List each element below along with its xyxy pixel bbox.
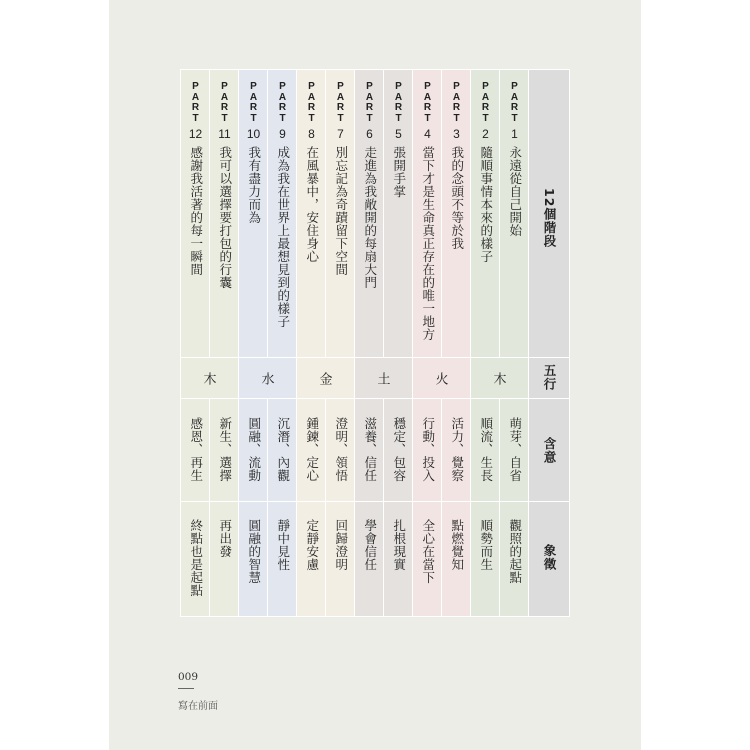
part-symbol-cell (413, 502, 442, 616)
part-title: 我可以選擇要打包的行囊 (217, 146, 233, 289)
part-symbol: 靜中見性 (275, 519, 291, 571)
part-symbol: 回歸澄明 (333, 519, 349, 571)
part-title-cell (297, 70, 326, 357)
grid-line-vertical (354, 70, 355, 616)
header-stages: 12個階段 (542, 188, 557, 248)
grid-line-horizontal (181, 398, 569, 399)
part-label (453, 82, 460, 140)
part-title: 感謝我活著的每一瞬間 (188, 146, 204, 276)
part-meaning-cell (384, 399, 413, 501)
part-number: 11 (218, 127, 231, 141)
part-symbol: 順勢而生 (478, 519, 494, 571)
part-number: 12 (188, 127, 203, 141)
part-symbol-cell (500, 502, 529, 616)
part-symbol-cell (239, 502, 268, 616)
grid-line-vertical (441, 399, 442, 616)
part-meaning-cell (413, 399, 442, 501)
part-word: P A R T (336, 81, 345, 124)
part-title: 我有盡力而為 (246, 146, 262, 224)
part-meaning: 活力、覺察 (449, 417, 465, 482)
page-number: 009 (178, 671, 199, 683)
part-meaning: 萌芽、自省 (507, 417, 523, 482)
grid-line-vertical (325, 399, 326, 616)
part-symbol: 學會信任 (362, 519, 378, 571)
part-title-cell (210, 70, 239, 357)
part-meaning-cell (326, 399, 355, 501)
header-symbols-cell (529, 502, 569, 616)
part-number: 10 (246, 127, 261, 141)
part-word: P A R T (365, 81, 374, 124)
part-word: P A R T (307, 81, 316, 124)
part-meaning: 沉潛、內觀 (275, 417, 291, 482)
part-title-cell (268, 70, 297, 357)
part-meaning-cell (500, 399, 529, 501)
part-meaning: 行動、投入 (420, 417, 436, 482)
part-meaning-cell (268, 399, 297, 501)
part-meaning-cell (471, 399, 500, 501)
part-symbol: 終點也是起點 (188, 519, 204, 597)
part-symbol: 定靜安慮 (304, 519, 320, 571)
part-number: 8 (308, 127, 315, 141)
part-number: 9 (279, 127, 286, 141)
part-meaning-cell (181, 399, 210, 501)
part-title: 張開手掌 (391, 146, 407, 198)
footer-rule (178, 688, 194, 689)
part-word: P A R T (394, 81, 403, 124)
part-symbol-cell (181, 502, 210, 616)
part-word: P A R T (481, 81, 490, 124)
element-name: 金 (319, 372, 333, 388)
grid-line-vertical (441, 70, 442, 357)
part-title: 當下才是生命真正存在的唯一地方 (420, 146, 436, 341)
part-symbol-cell (326, 502, 355, 616)
part-label (482, 82, 489, 140)
part-label (189, 82, 202, 140)
part-symbol: 圓融的智慧 (246, 519, 262, 584)
part-label (366, 82, 373, 140)
grid-line-vertical (470, 70, 471, 616)
part-column (500, 70, 529, 616)
part-title-cell (326, 70, 355, 357)
grid-line-vertical (209, 70, 210, 357)
part-meaning-cell (210, 399, 239, 501)
part-label (511, 82, 518, 140)
element-cell (471, 358, 529, 398)
part-column (181, 70, 210, 616)
part-meaning: 鍾鍊、定心 (304, 417, 320, 482)
part-symbol-cell (384, 502, 413, 616)
element-cell (413, 358, 471, 398)
stages-table (180, 69, 570, 617)
part-symbol: 扎根現實 (391, 519, 407, 571)
part-symbol: 全心在當下 (420, 519, 436, 584)
part-column (355, 70, 384, 616)
element-name: 土 (377, 372, 391, 388)
part-meaning: 感恩、再生 (188, 417, 204, 482)
part-symbol-cell (442, 502, 471, 616)
part-title-cell (384, 70, 413, 357)
element-name: 水 (261, 372, 275, 388)
part-label (337, 82, 344, 140)
part-column (384, 70, 413, 616)
part-title-cell (500, 70, 529, 357)
header-symbols: 象徵 (542, 544, 557, 571)
element-cell (355, 358, 413, 398)
grid-line-horizontal (181, 357, 569, 358)
part-meaning-cell (355, 399, 384, 501)
part-column (413, 70, 442, 616)
part-meaning: 圓融、流動 (246, 417, 262, 482)
part-symbol: 點燃覺知 (449, 519, 465, 571)
part-word: P A R T (423, 81, 432, 124)
header-elements: 五行 (542, 364, 557, 391)
part-title: 我的念頭不等於我 (449, 146, 465, 250)
part-label (395, 82, 402, 140)
grid-line-horizontal (181, 501, 569, 502)
part-number: 2 (482, 127, 489, 141)
part-number: 4 (424, 127, 431, 141)
header-meanings: 含意 (542, 437, 557, 464)
part-title: 在風暴中，安住身心 (304, 146, 320, 263)
part-title-cell (471, 70, 500, 357)
part-title: 別忘記為奇蹟留下空間 (333, 146, 349, 276)
part-symbol-cell (297, 502, 326, 616)
part-meaning-cell (297, 399, 326, 501)
header-column (529, 70, 569, 616)
part-title: 走進為我敞開的每扇大門 (362, 146, 378, 289)
grid-line-vertical (267, 70, 268, 357)
part-number: 6 (366, 127, 373, 141)
element-name: 木 (203, 372, 217, 388)
part-label (218, 82, 230, 140)
part-meaning: 穩定、包容 (391, 417, 407, 482)
header-stages-cell (529, 70, 569, 357)
header-elements-cell (529, 358, 569, 398)
part-number: 7 (337, 127, 344, 141)
grid-line-vertical (383, 70, 384, 357)
part-label (279, 82, 286, 140)
part-column (326, 70, 355, 616)
part-title-cell (355, 70, 384, 357)
grid-line-vertical (267, 399, 268, 616)
part-meaning-cell (442, 399, 471, 501)
header-meanings-cell (529, 399, 569, 501)
grid-line-vertical (383, 399, 384, 616)
part-column (239, 70, 268, 616)
part-symbol-cell (355, 502, 384, 616)
part-word: P A R T (220, 81, 229, 124)
element-cell (297, 358, 355, 398)
section-title: 寫在前面 (178, 701, 218, 712)
part-symbol-cell (210, 502, 239, 616)
element-name: 火 (435, 372, 449, 388)
part-title: 隨順事情本來的樣子 (478, 146, 494, 263)
part-title: 成為我在世界上最想見到的樣子 (275, 146, 291, 328)
part-word: P A R T (452, 81, 461, 124)
grid-line-vertical (499, 70, 500, 357)
grid-line-vertical (499, 399, 500, 616)
part-word: P A R T (278, 81, 287, 124)
grid-line-vertical (412, 70, 413, 616)
part-title-cell (239, 70, 268, 357)
part-meaning: 新生、選擇 (217, 417, 233, 482)
grid-line-vertical (528, 70, 529, 616)
part-number: 1 (511, 127, 518, 141)
element-cell (181, 358, 239, 398)
part-meaning: 澄明、領悟 (333, 417, 349, 482)
part-column (471, 70, 500, 616)
part-meaning-cell (239, 399, 268, 501)
part-column (442, 70, 471, 616)
part-symbol-cell (268, 502, 297, 616)
grid-line-vertical (325, 70, 326, 357)
part-meaning: 滋養、信任 (362, 417, 378, 482)
part-title-cell (413, 70, 442, 357)
part-symbol-cell (471, 502, 500, 616)
part-word: P A R T (510, 81, 519, 124)
part-symbol: 觀照的起點 (507, 519, 523, 584)
grid-line-vertical (296, 70, 297, 616)
grid-line-vertical (209, 399, 210, 616)
part-word: P A R T (249, 81, 258, 124)
part-label (247, 82, 260, 140)
part-column (268, 70, 297, 616)
part-title-cell (442, 70, 471, 357)
part-label (308, 82, 315, 140)
part-column (297, 70, 326, 616)
element-cell (239, 358, 297, 398)
part-number: 3 (453, 127, 460, 141)
part-symbol: 再出發 (217, 519, 233, 558)
part-title-cell (181, 70, 210, 357)
element-name: 木 (493, 372, 507, 388)
part-word: P A R T (191, 81, 200, 124)
part-number: 5 (395, 127, 402, 141)
part-meaning: 順流、生長 (478, 417, 494, 482)
part-label (424, 82, 431, 140)
part-title: 永遠從自己開始 (507, 146, 523, 237)
grid-line-vertical (238, 70, 239, 616)
part-column (210, 70, 239, 616)
